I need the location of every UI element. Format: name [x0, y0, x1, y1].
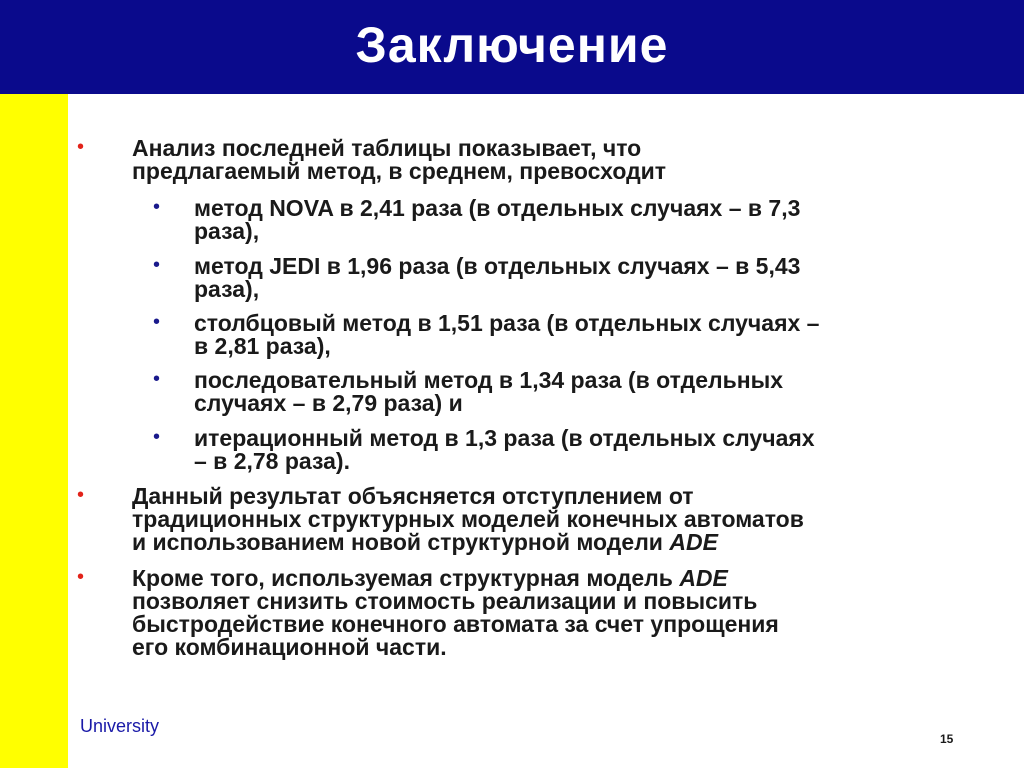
bullet-item	[132, 485, 992, 554]
bullet-line: быстродействие конечного автомата за счет упрощения	[132, 611, 779, 637]
bullet-marker: •	[77, 136, 85, 158]
ade-emphasis: ADE	[679, 565, 728, 591]
bullet-line: метод JEDI в 1,96 раза (в отдельных случаях – в 5,43	[194, 253, 801, 279]
ade-emphasis: ADE	[669, 529, 718, 555]
footer-university: University	[80, 716, 160, 736]
sub-bullet-marker: •	[153, 196, 161, 218]
bullet-line: метод NOVA в 2,41 раза (в отдельных случаях – в 7,3	[194, 195, 801, 221]
sub-bullet-marker: •	[153, 311, 161, 333]
bullet-line: и использованием новой структурной модели	[132, 529, 670, 555]
bullet-line: итерационный метод в 1,3 раза (в отдельных случаях	[194, 425, 815, 451]
bullet-line: в 2,81 раза),	[194, 333, 331, 359]
sub-bullet-item	[194, 197, 994, 243]
sub-bullet-item	[194, 312, 994, 358]
bullet-line: раза),	[194, 276, 260, 302]
slide-title: Заключение	[355, 17, 669, 73]
sub-bullet-marker: •	[153, 368, 161, 390]
bullet-line: столбцовый метод в 1,51 раза (в отдельных случаях –	[194, 310, 820, 336]
sub-bullet-item	[194, 369, 994, 415]
bullet-line: Кроме того, используемая структурная модель	[132, 565, 680, 591]
sub-bullet-marker: •	[153, 426, 161, 448]
bullet-line: Данный результат объясняется отступлением от	[132, 483, 694, 509]
bullet-item	[132, 137, 992, 183]
bullet-line: раза),	[194, 218, 260, 244]
bullet-line: Анализ последней таблицы показывает, что	[132, 135, 642, 161]
title-bar	[0, 0, 1024, 94]
bullet-line: позволяет снизить стоимость реализации и повысить	[132, 588, 758, 614]
bullet-line-with-emphasis	[132, 531, 992, 554]
bullet-line: случаях – в 2,79 раза) и	[194, 390, 463, 416]
bullet-line: предлагаемый метод, в среднем, превосходит	[132, 158, 667, 184]
bullet-item	[132, 567, 992, 659]
bullet-line: – в 2,78 раза).	[194, 448, 350, 474]
sub-bullet-marker: •	[153, 254, 161, 276]
bullet-line-with-emphasis	[132, 567, 992, 590]
bullet-line: последовательный метод в 1,34 раза (в отдельных	[194, 367, 784, 393]
bullet-line: традиционных структурных моделей конечных автоматов	[132, 506, 804, 532]
slide-content	[0, 94, 1024, 768]
bullet-marker: •	[77, 566, 85, 588]
sub-bullet-item	[194, 427, 994, 473]
bullet-marker: •	[77, 484, 85, 506]
sub-bullet-item	[194, 255, 994, 301]
page-number: 15	[940, 732, 954, 746]
bullet-line: его комбинационной части.	[132, 634, 447, 660]
